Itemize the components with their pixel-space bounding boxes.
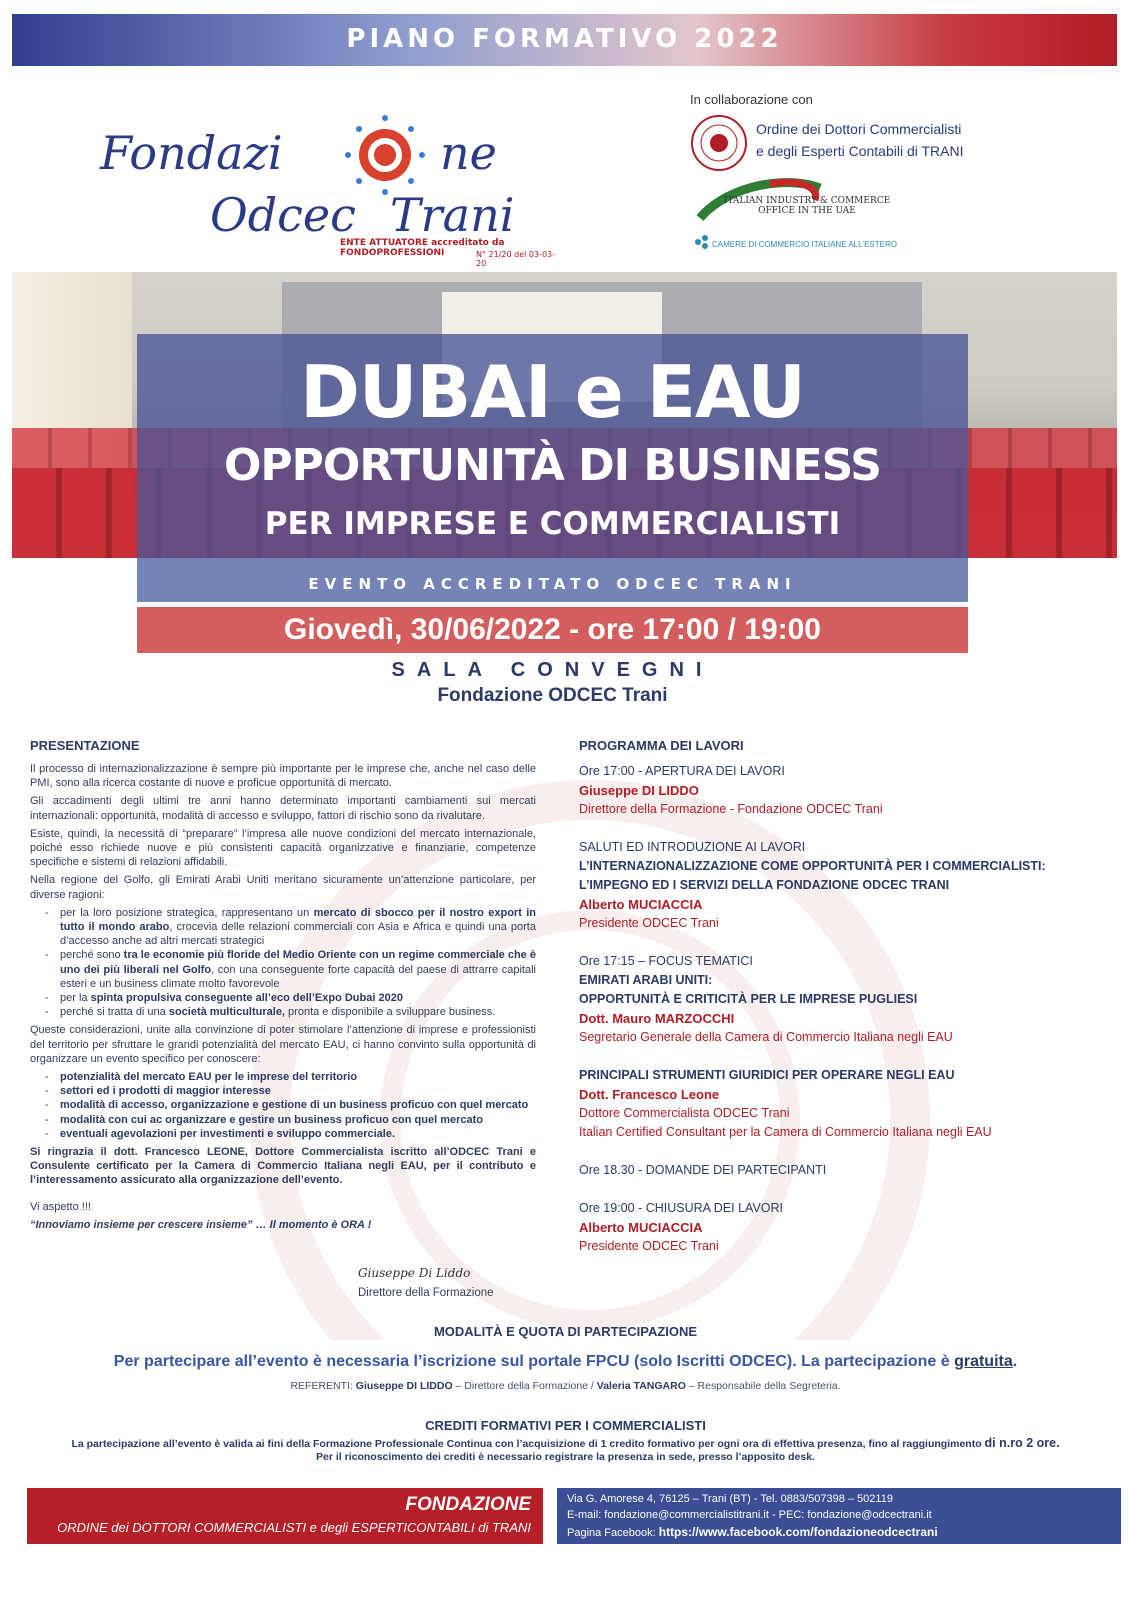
collaboration-label: In collaborazione con: [690, 92, 813, 107]
credits-line-2: Per il riconoscimento dei crediti è necessario registrare la presenza in sede, presso l’apposito desk.: [316, 1451, 815, 1463]
program-block-closing: [579, 1199, 1049, 1256]
program-topic: PRINCIPALI STRUMENTI GIURIDICI PER OPERARE NEGLI EAU: [579, 1068, 955, 1082]
program-speaker-role: Presidente ODCEC Trani: [579, 916, 719, 930]
logo-word-2a: Odcec: [210, 188, 356, 242]
footer-org-subtitle: ORDINE dei DOTTORI COMMERCIALISTI e degli ESPERTICONTABILI di TRANI: [57, 1520, 531, 1535]
footer-org-title: FONDAZIONE: [405, 1494, 531, 1515]
reason-item: - perché sono tra le economie più floride del Medio Oriente con un regime commerciale che è uno dei più liberali nel Golfo, con una conseguente forte capacità del paese di attrarre capitali esteri e un business climate molto favorevole: [30, 948, 536, 991]
fondazione-emblem-icon: [340, 110, 430, 200]
program-speaker-role: Presidente ODCEC Trani: [579, 1239, 719, 1253]
program-block-focus: [579, 952, 1049, 1047]
iicc-name-line1: ITALIAN INDUSTRY & COMMERCE: [723, 196, 891, 206]
program-topic: L’IMPEGNO ED I SERVIZI DELLA FONDAZIONE ODCEC TRANI: [579, 878, 950, 892]
program-block-questions: [579, 1161, 1049, 1180]
program-block-opening: [579, 762, 1049, 819]
participation-title: MODALITÀ E QUOTA DI PARTECIPAZIONE: [433, 1324, 698, 1339]
iicc-subtitle: CAMERE DI COMMERCIO ITALIANE ALL'ESTERO: [712, 240, 897, 249]
program-time: Ore 17:00 - APERTURA DEI LAVORI: [579, 764, 785, 778]
program-title: PROGRAMMA DEI LAVORI: [579, 738, 744, 753]
free-label: gratuita: [954, 1353, 1013, 1370]
odcec-name: [756, 118, 964, 162]
iicc-name: [722, 196, 892, 216]
presentation-title: PRESENTAZIONE: [30, 738, 140, 753]
logo-word-2b: Trani: [390, 188, 515, 242]
presentation-p3: Esiste, quindi, la necessità di “preparare” l’impresa alle nuove condizioni del mercato internazionale, poiché esso richiede nuove e più consistenti capacità organizzative e finanziarie, competenze specifiche e sistemi di relazioni affidabili.: [30, 827, 536, 869]
venue-organization: Fondazione ODCEC Trani: [437, 685, 668, 706]
program-speaker: Alberto MUCIACCIA: [579, 1220, 703, 1235]
program-list: [579, 762, 1049, 1275]
iicc-name-line2: OFFICE IN THE UAE: [758, 206, 856, 216]
logo-accredited-text: ENTE ATTUATORE accreditato da FONDOPROFESSIONI: [340, 238, 505, 258]
program-topic: L’INTERNAZIONALIZZAZIONE COME OPPORTUNITÀ PER I COMMERCIALISTI:: [579, 859, 1046, 873]
accredited-text: EVENTO ACCREDITATO ODCEC TRANI: [308, 575, 797, 593]
topic-item: - modalità di accesso, organizzazione e gestione di un business proficuo con quel mercato: [30, 1098, 536, 1112]
reason-item: - per la loro posizione strategica, rappresentano un mercato di sbocco per il nostro export in tutto il mondo arabo, crocevia delle relazioni commerciali con Asia e Africa e quindi una porta d’accesso anche ad altri mercati strategici: [30, 906, 536, 949]
program-speaker: Dott. Mauro MARZOCCHI: [579, 1011, 735, 1026]
motto: “Innoviamo insieme per crescere insieme” … Il momento è ORA !: [30, 1218, 372, 1231]
reason-item: - perché si tratta di una società multiculturale, pronta e disponibile a sviluppare business.: [30, 1005, 536, 1019]
logo-accredited-number: N° 21/20 del 03-03-20: [476, 250, 556, 268]
footer-email[interactable]: E-mail: fondazione@commercialistitrani.it - PEC: fondazione@odcectrani.it: [567, 1509, 932, 1521]
odcec-seal-icon: [690, 114, 748, 172]
odcec-name-line2: e degli Esperti Contabili di TRANI: [756, 143, 964, 159]
program-speaker: Giuseppe DI LIDDO: [579, 783, 699, 798]
program-topic: OPPORTUNITÀ E CRITICITÀ PER LE IMPRESE PUGLIESI: [579, 992, 918, 1006]
banner-title: PIANO FORMATIVO 2022: [346, 24, 783, 54]
program-speaker: Alberto MUCIACCIA: [579, 897, 703, 912]
topic-item: - settori ed i prodotti di maggior interesse: [30, 1084, 536, 1098]
facebook-link[interactable]: https://www.facebook.com/fondazioneodcectrani: [658, 1525, 938, 1539]
program-speaker-role: Segretario Generale della Camera di Commercio Italiana negli EAU: [579, 1030, 953, 1044]
thanks-text: Si ringrazia il dott. Francesco LEONE, Dottore Commercialista iscritto all’ODCEC Trani e Consulente certificato per la Camera di Commercio Italiana negli EAU, per il contributo e l’interessamento assicurato alla organizzazione dell’evento.: [30, 1146, 536, 1187]
footer-address: Via G. Amorese 4, 76125 – Trani (BT) - Tel. 0883/507398 – 502119: [567, 1493, 893, 1505]
program-time: Ore 18.30 - DOMANDE DEI PARTECIPANTI: [579, 1163, 827, 1177]
hero-subtitle-2: PER IMPRESE E COMMERCIALISTI: [264, 506, 841, 542]
presentation-p5: Queste considerazioni, unite alla convinzione di poter stimolare l’attenzione di imprese e professionisti del territorio per sfruttare le grandi potenzialità del mercato EAU, ci hanno convinto sulla opportunità di organizzare un evento specifico per conoscere:: [30, 1024, 536, 1065]
logo-word-1b: ne: [440, 126, 497, 180]
referents: REFERENTI: Giuseppe DI LIDDO – Direttore della Formazione / Valeria TANGARO – Responsabile della Segreteria.: [290, 1380, 841, 1392]
program-block-legal: [579, 1066, 1049, 1142]
topic-item: - eventuali agevolazioni per investimenti e sviluppo commerciale.: [30, 1127, 536, 1141]
footer-organization: [27, 1488, 543, 1544]
fondazione-logo: [100, 104, 560, 268]
hero-title: DUBAI e EAU: [300, 350, 805, 434]
hero-subtitle-1: OPPORTUNITÀ DI BUSINESS: [224, 440, 881, 491]
participation-body: Per partecipare all’evento è necessaria l’iscrizione sul portale FPCU (solo Iscritti ODCEC). La partecipazione è gratuita.: [113, 1353, 1018, 1370]
credits-title: CREDITI FORMATIVI PER I COMMERCIALISTI: [425, 1418, 706, 1433]
program-block-greetings: [579, 838, 1049, 933]
accredited-bar: [137, 558, 968, 602]
program-time: Ore 17:15 – FOCUS TEMATICI: [579, 954, 753, 968]
signature: Giuseppe Di Liddo: [358, 1266, 471, 1280]
program-speaker-role: Dottore Commercialista ODCEC Trani: [579, 1106, 790, 1120]
program-speaker-role: Italian Certified Consultant per la Camera di Commercio Italiana negli EAU: [579, 1125, 992, 1139]
reasons-list: [30, 906, 536, 1020]
program-time: Ore 19:00 - CHIUSURA DEI LAVORI: [579, 1201, 783, 1215]
program-speaker-role: Direttore della Formazione - Fondazione ODCEC Trani: [579, 802, 883, 816]
date-bar: [137, 607, 968, 653]
topic-item: - potenzialità del mercato EAU per le imprese del territorio: [30, 1070, 536, 1084]
top-banner: [12, 14, 1117, 66]
topics-list: [30, 1070, 536, 1141]
venue-name: SALA CONVEGNI: [391, 659, 714, 681]
logo-word-1a: Fondazi: [100, 126, 283, 180]
signature-role: Direttore della Formazione: [358, 1287, 494, 1299]
footer-facebook[interactable]: Pagina Facebook: https://www.facebook.com/fondazioneodcectrani: [567, 1525, 938, 1539]
topic-item: - modalità con cui ac organizzare e gestire un business proficuo con quel mercato: [30, 1113, 536, 1127]
presentation-p2: Gli accadimenti degli ultimi tre anni hanno determinato importanti cambiamenti sui mercati internazionali: opportunità, modalità di accesso e sviluppo, fattori di rischio sono da rivalutare.: [30, 795, 536, 822]
presentation-body: [30, 762, 536, 1236]
program-time: SALUTI ED INTRODUZIONE AI LAVORI: [579, 840, 806, 854]
signoff-text: Vi aspetto !!!: [30, 1200, 91, 1213]
event-date: Giovedì, 30/06/2022 - ore 17:00 / 19:00: [284, 613, 821, 646]
reason-item: - per la spinta propulsiva conseguente all’eco dell’Expo Dubai 2020: [30, 991, 536, 1005]
credits-line-1: La partecipazione all’evento è valida ai fini della Formazione Professionale Continua con l’acquisizione di 1 credito formativo per ogni ora di effettiva presenza, fino al raggiungimento di n.ro 2 ore.: [71, 1436, 1060, 1450]
footer-contacts: [557, 1488, 1121, 1544]
odcec-name-line1: Ordine dei Dottori Commercialisti: [756, 121, 962, 137]
presentation-p4: Nella regione del Golfo, gli Emirati Arabi Uniti meritano sicuramente un’attenzione particolare, per diverse ragioni:: [30, 874, 536, 901]
presentation-p1: Il processo di internazionalizzazione è sempre più importante per le imprese che, anche nel caso delle PMI, sono alla ricerca costante di nuove e proficue opportunità di mercato.: [30, 763, 536, 790]
program-topic: EMIRATI ARABI UNITI:: [579, 973, 713, 987]
program-speaker: Dott. Francesco Leone: [579, 1087, 720, 1102]
